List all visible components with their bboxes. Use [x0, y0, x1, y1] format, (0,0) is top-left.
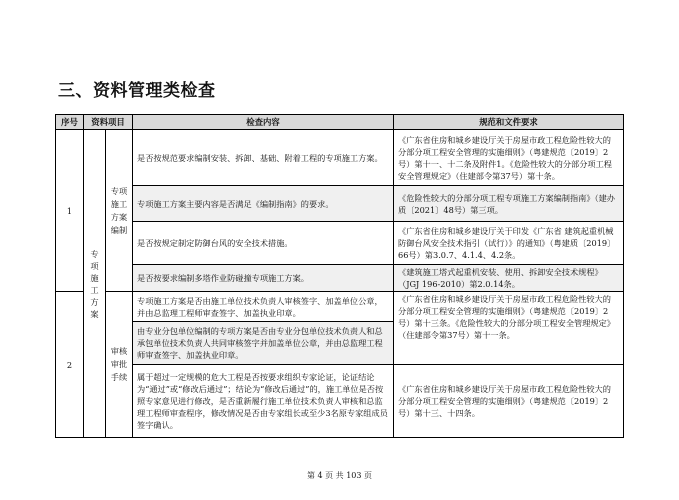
row-number: 1 [56, 130, 84, 292]
header-standard: 规范和文件要求 [394, 115, 624, 130]
check-content: 是否按规定制定防御台风的安全技术措施。 [133, 222, 394, 265]
table-row [56, 365, 624, 438]
table-row [56, 186, 624, 222]
section-title: 三、资料管理类检查 [58, 81, 216, 101]
table-row [56, 130, 624, 186]
standard-ref: 《广东省住房和城乡建设厅关于房屋市政工程危险性较大的分部分项工程安全管理的实施细则》（粤建规范〔2019〕2号）第十三、十四条。 [394, 365, 624, 438]
group-label: 专项施工方案 [84, 130, 106, 438]
sub-category: 审核审批手续 [106, 292, 133, 438]
check-content: 专项施工方案主要内容是否满足《编制指南》的要求。 [133, 186, 394, 222]
header-content: 检查内容 [133, 115, 394, 130]
table-row [56, 292, 624, 322]
header-no: 序号 [56, 115, 84, 130]
header-category: 资料项目 [84, 115, 133, 130]
check-content: 是否按要求编制多塔作业防碰撞专项施工方案。 [133, 265, 394, 292]
inspection-table [55, 114, 624, 438]
standard-ref: 《广东省住房和城乡建设厅关于房屋市政工程危险性较大的分部分项工程安全管理的实施细则》（粤建规范〔2019〕2号）第十一、十二条及附件1。《危险性较大的分部分项工程安全管理规定》（住建部令第37号）第十条。 [394, 130, 624, 186]
check-content: 是否按规范要求编制安装、拆卸、基础、附着工程的专项施工方案。 [133, 130, 394, 186]
table-header-row [56, 115, 624, 130]
table-row [56, 265, 624, 292]
standard-ref: 《建筑施工塔式起重机安装、使用、拆卸安全技术规程》（JGJ 196-2010）第2.0.14条。 [394, 265, 624, 292]
page-footer: 第 4 页 共 103 页 [306, 471, 373, 480]
check-content: 由专业分包单位编制的专项方案是否由专业分包单位技术负责人和总承包单位技术负责人共同审核签字并加盖单位公章，并由总监理工程师审查签字、加盖执业印章。 [133, 322, 394, 365]
check-content: 专项施工方案是否由施工单位技术负责人审核签字、加盖单位公章，并由总监理工程师审查签字、加盖执业印章。 [133, 292, 394, 322]
table-row [56, 222, 624, 265]
check-content: 属于超过一定规模的危大工程是否按要求组织专家论证，论证结论为“通过”或“修改后通过”；结论为“修改后通过”的，施工单位是否按照专家意见进行修改，是否重新履行施工单位技术负责人审核和总监理工程师审查程序，修改情况是否由专家组长或至少3名原专家组成员签字确认。 [133, 365, 394, 438]
standard-ref: 《广东省住房和城乡建设厅关于房屋市政工程危险性较大的分部分项工程安全管理的实施细则》（粤建规范〔2019〕2号）第十三条。《危险性较大的分部分项工程安全管理规定》（住建部令第37号）第十一条。 [394, 292, 624, 365]
sub-category: 专项施工方案编制 [106, 130, 133, 292]
row-number: 2 [56, 292, 84, 438]
standard-ref: 《广东省住房和城乡建设厅关于印发《广东省 建筑起重机械防御台风安全技术指引（试行）》的通知》（粤建质〔2019〕66号）第3.0.7、4.1.4、4.2条。 [394, 222, 624, 265]
standard-ref: 《危险性较大的分部分项工程专项施工方案编制指南》（建办质〔2021〕48号）第三项。 [394, 186, 624, 222]
